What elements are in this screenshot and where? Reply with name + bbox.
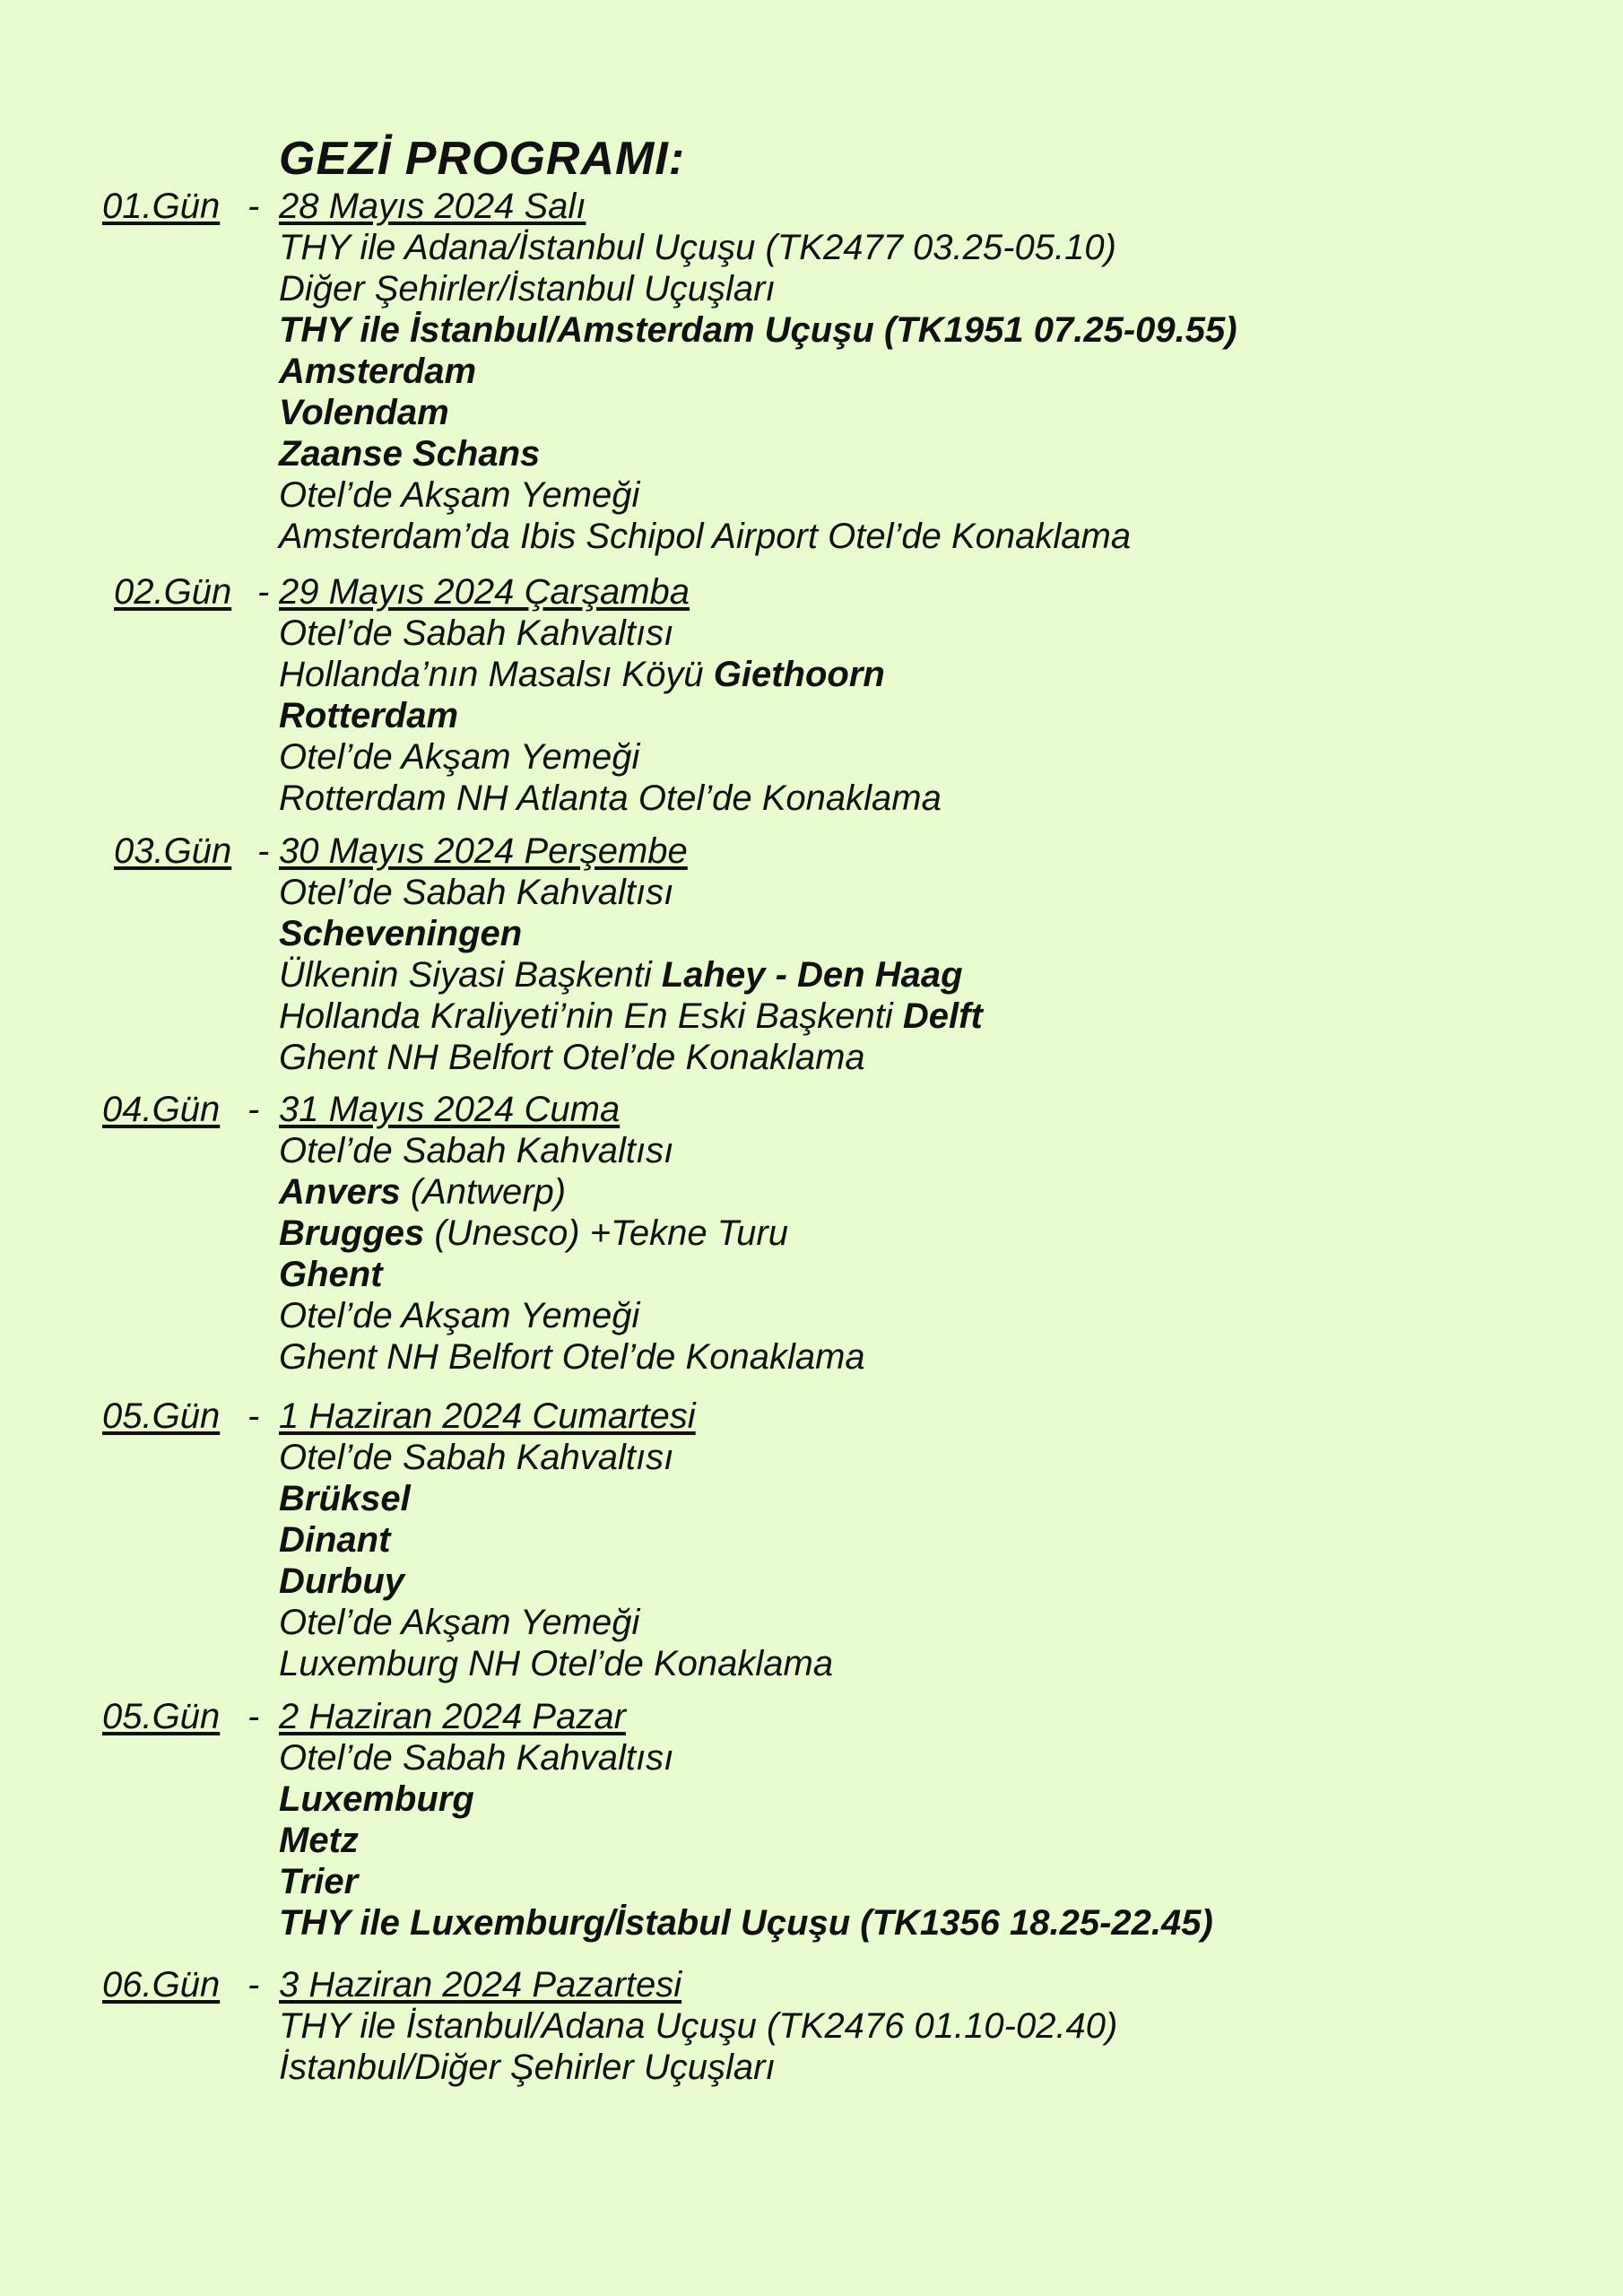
- activity-line: [279, 268, 1623, 309]
- activity-text: Luxemburg NH Otel’de Konaklama: [279, 1644, 834, 1683]
- day-separator: -: [247, 1396, 260, 1436]
- activity-place: Anvers: [279, 1172, 401, 1212]
- day-header: [0, 186, 1623, 227]
- day-activities: [0, 872, 1623, 1078]
- day-section: [0, 1696, 1623, 1944]
- activity-place: Scheveningen: [279, 914, 523, 953]
- activity-text: İstanbul/Diğer Şehirler Uçuşları: [279, 2048, 776, 2087]
- activity-place: Lahey - Den Haag: [661, 955, 963, 995]
- activity-line: [279, 1561, 1623, 1602]
- day-section: [0, 831, 1623, 1078]
- activity-text: THY ile İstanbul/Adana Uçuşu (TK2476 01.10-02.40): [279, 2006, 1118, 2046]
- activity-place: Luxemburg: [279, 1779, 474, 1819]
- day-separator: -: [257, 572, 270, 612]
- day-separator: -: [247, 1965, 260, 2005]
- activity-text: Otel’de Sabah Kahvaltısı: [279, 1438, 674, 1477]
- activity-line: [279, 913, 1623, 954]
- activity-line: [279, 1820, 1623, 1861]
- activity-line: [279, 872, 1623, 913]
- day-date: 2 Haziran 2024 Pazar: [279, 1697, 626, 1736]
- activity-place: THY ile Luxemburg/İstabul Uçuşu (TK1356 18.25-22.45): [279, 1903, 1213, 1943]
- activity-text: Otel’de Sabah Kahvaltısı: [279, 1738, 674, 1778]
- day-activities: [0, 2005, 1623, 2088]
- activity-text: Otel’de Sabah Kahvaltısı: [279, 1131, 674, 1170]
- day-header: [0, 1089, 1623, 1130]
- activity-line: [279, 736, 1623, 778]
- activity-line: [279, 433, 1623, 474]
- activity-text: Otel’de Sabah Kahvaltısı: [279, 873, 674, 912]
- activity-line: [279, 778, 1623, 819]
- day-label: 05.Gün: [102, 1697, 221, 1736]
- day-section: [0, 1964, 1623, 2088]
- day-section: [0, 186, 1623, 557]
- activity-text: THY ile Adana/İstanbul Uçuşu (TK2477 03.25-05.10): [279, 228, 1116, 267]
- activity-text: Ülkenin Siyasi Başkenti: [279, 955, 662, 995]
- activity-line: [279, 227, 1623, 268]
- day-date: 29 Mayıs 2024 Çarşamba: [279, 572, 690, 612]
- day-header: [0, 1964, 1623, 2005]
- activity-text: Otel’de Akşam Yemeği: [279, 737, 640, 777]
- activity-line: [279, 1902, 1623, 1944]
- day-separator: -: [247, 187, 260, 226]
- activity-line: [279, 1643, 1623, 1684]
- day-activities: [0, 1130, 1623, 1378]
- day-label: 06.Gün: [102, 1965, 221, 2005]
- activity-line: [279, 1519, 1623, 1561]
- day-header: [0, 571, 1623, 613]
- activity-line: [279, 2047, 1623, 2088]
- activity-place: Zaanse Schans: [279, 434, 541, 474]
- activity-line: [279, 309, 1623, 351]
- activity-place: Rotterdam: [279, 696, 459, 735]
- activity-line: [279, 1861, 1623, 1902]
- activity-text: Hollanda Kraliyeti’nin En Eski Başkenti: [279, 996, 903, 1036]
- day-section: [0, 571, 1623, 819]
- activity-place: Brugges: [279, 1213, 425, 1253]
- activity-place: Brüksel: [279, 1479, 411, 1518]
- activity-line: [279, 1779, 1623, 1820]
- day-activities: [0, 1437, 1623, 1684]
- day-label: 02.Gün: [114, 572, 232, 612]
- activity-line: [279, 351, 1623, 392]
- activity-text: Ghent NH Belfort Otel’de Konaklama: [279, 1337, 865, 1377]
- day-date: 1 Haziran 2024 Cumartesi: [279, 1396, 696, 1436]
- day-section: [0, 1089, 1623, 1378]
- day-separator: -: [257, 831, 270, 871]
- day-activities: [0, 1737, 1623, 1944]
- activity-place: Metz: [279, 1821, 359, 1860]
- day-section: [0, 1396, 1623, 1684]
- activity-line: [279, 996, 1623, 1037]
- activity-line: [279, 954, 1623, 996]
- activity-line: [279, 695, 1623, 736]
- day-label: 04.Gün: [102, 1090, 221, 1129]
- activity-line: [279, 1037, 1623, 1078]
- day-header: [0, 1696, 1623, 1737]
- activity-text: Otel’de Sabah Kahvaltısı: [279, 613, 674, 653]
- activity-place: Giethoorn: [713, 655, 885, 694]
- day-separator: -: [247, 1090, 260, 1129]
- activity-line: [279, 1437, 1623, 1478]
- activity-line: [279, 1295, 1623, 1336]
- activity-line: [279, 1478, 1623, 1519]
- activity-text: Amsterdam’da Ibis Schipol Airport Otel’de Konaklama: [279, 517, 1132, 556]
- activity-line: [279, 1254, 1623, 1295]
- activity-place: Ghent: [279, 1255, 383, 1294]
- activity-line: [279, 1213, 1623, 1254]
- day-date: 28 Mayıs 2024 Salı: [279, 187, 586, 226]
- activity-place: Delft: [902, 996, 983, 1036]
- activity-text: Otel’de Akşam Yemeği: [279, 475, 640, 515]
- activity-line: [279, 392, 1623, 433]
- day-label: 05.Gün: [102, 1396, 221, 1436]
- activity-line: [279, 613, 1623, 654]
- activity-text: (Unesco) +Tekne Turu: [424, 1213, 788, 1253]
- activity-text: Otel’de Akşam Yemeği: [279, 1296, 640, 1335]
- activity-line: [279, 1336, 1623, 1378]
- activity-place: Volendam: [279, 393, 449, 432]
- activity-line: [279, 654, 1623, 695]
- activity-text: Ghent NH Belfort Otel’de Konaklama: [279, 1038, 865, 1077]
- activity-text: Otel’de Akşam Yemeği: [279, 1603, 640, 1642]
- activity-place: THY ile İstanbul/Amsterdam Uçuşu (TK1951 07.25-09.55): [279, 310, 1237, 350]
- activity-line: [279, 2005, 1623, 2047]
- activity-line: [279, 1602, 1623, 1643]
- day-header: [0, 831, 1623, 872]
- day-date: 3 Haziran 2024 Pazartesi: [279, 1965, 682, 2005]
- activity-text: Diğer Şehirler/İstanbul Uçuşları: [279, 269, 776, 309]
- day-label: 01.Gün: [102, 187, 221, 226]
- activity-place: Amsterdam: [279, 352, 477, 391]
- activity-line: [279, 516, 1623, 557]
- activity-line: [279, 1130, 1623, 1171]
- day-date: 31 Mayıs 2024 Cuma: [279, 1090, 621, 1129]
- activity-text: (Antwerp): [400, 1172, 567, 1212]
- day-date: 30 Mayıs 2024 Perşembe: [279, 831, 688, 871]
- day-label: 03.Gün: [114, 831, 232, 871]
- page-title: GEZİ PROGRAMI:: [279, 133, 686, 185]
- activity-line: [279, 1737, 1623, 1779]
- activity-place: Dinant: [279, 1520, 391, 1560]
- activity-place: Durbuy: [279, 1561, 404, 1601]
- activity-text: Rotterdam NH Atlanta Otel’de Konaklama: [279, 778, 942, 818]
- day-activities: [0, 613, 1623, 819]
- activity-place: Trier: [279, 1862, 359, 1901]
- day-header: [0, 1396, 1623, 1437]
- day-activities: [0, 227, 1623, 557]
- activity-line: [279, 474, 1623, 516]
- activity-line: [279, 1171, 1623, 1213]
- day-separator: -: [247, 1697, 260, 1736]
- activity-text: Hollanda’nın Masalsı Köyü: [279, 655, 714, 694]
